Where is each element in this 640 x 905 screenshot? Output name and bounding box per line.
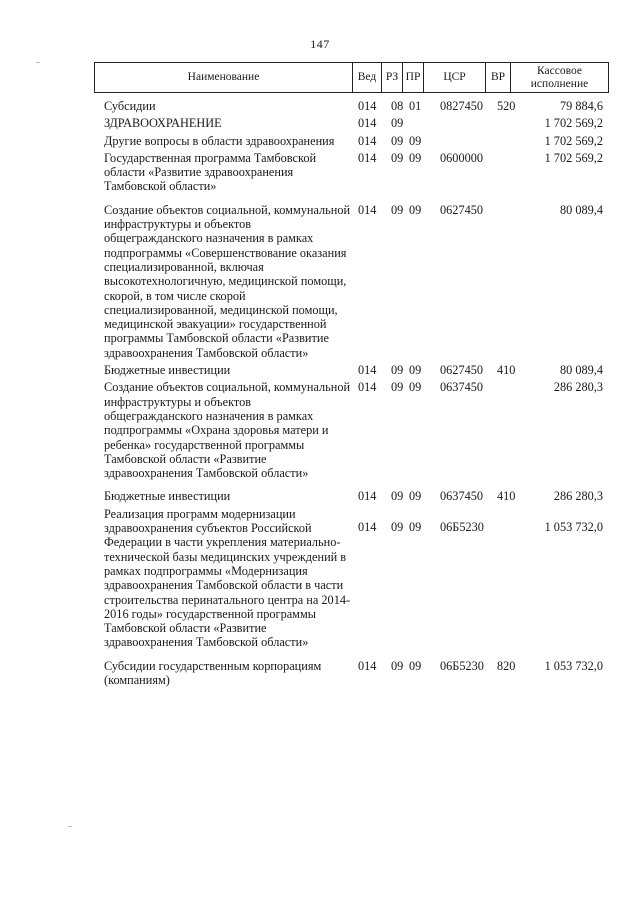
margin-mark [36, 62, 40, 63]
header-ved: Вед [352, 63, 381, 92]
table-row [0, 489, 640, 503]
row-ved: 014 [358, 658, 377, 673]
table-row [0, 116, 640, 130]
row-csr: 06Б5230 [440, 519, 484, 534]
row-rz: 09 [391, 202, 404, 217]
table-row [0, 659, 640, 688]
table-body [0, 99, 640, 687]
row-name: Бюджетные инвестиции [104, 489, 231, 504]
row-vr: 410 [497, 489, 516, 504]
row-rz: 09 [391, 658, 404, 673]
row-csr: 06Б5230 [440, 658, 484, 673]
table-row [0, 363, 640, 377]
row-ved: 014 [358, 202, 377, 217]
row-sum: 80 089,4 [559, 202, 603, 217]
table-row [0, 151, 640, 194]
row-pr: 09 [409, 363, 422, 378]
row-rz: 09 [391, 380, 404, 395]
row-pr: 09 [409, 150, 422, 165]
table-row [0, 380, 640, 480]
row-ved: 014 [358, 380, 377, 395]
table-row [0, 134, 640, 148]
row-pr: 09 [409, 202, 422, 217]
row-rz: 08 [391, 99, 404, 113]
row-csr: 0637450 [440, 489, 484, 504]
row-sum: 79 884,6 [559, 99, 603, 113]
row-ved: 014 [358, 489, 377, 504]
row-name: Создание объектов социальной, коммунальной инфраструктуры и объектов общегражданского назначения в рамках подпрограммы «Охрана здоровья матери и ребенка» государственной программы Тамбовской области «Развитие здравоохранения Тамбовской области» [104, 380, 351, 481]
row-vr: 410 [497, 363, 516, 378]
table-row [0, 507, 640, 650]
row-ved: 014 [358, 150, 377, 165]
row-sum: 80 089,4 [559, 363, 603, 378]
header-rz: РЗ [381, 63, 402, 92]
row-sum: 1 702 569,2 [544, 116, 603, 131]
row-sum: 1 053 732,0 [544, 519, 603, 534]
row-ved: 014 [358, 133, 377, 148]
row-name: Другие вопросы в области здравоохранения [104, 133, 335, 148]
row-pr: 09 [409, 658, 422, 673]
row-sum: 1 053 732,0 [544, 658, 603, 673]
row-rz: 09 [391, 519, 404, 534]
table-header [94, 62, 609, 93]
header-pr: ПР [402, 63, 423, 92]
header-sum: Кассовое исполнение [510, 63, 608, 92]
row-sum: 286 280,3 [553, 489, 603, 504]
row-rz: 09 [391, 363, 404, 378]
row-name: Государственная программа Тамбовской области «Развитие здравоохранения Тамбовской области» [104, 150, 317, 194]
row-rz: 09 [391, 489, 404, 504]
row-sum: 1 702 569,2 [544, 150, 603, 165]
header-csr: ЦСР [423, 63, 485, 92]
row-pr: 09 [409, 489, 422, 504]
row-sum: 286 280,3 [553, 380, 603, 395]
row-pr: 01 [409, 99, 422, 113]
row-csr: 0627450 [440, 363, 484, 378]
row-csr: 0627450 [440, 202, 484, 217]
header-vr: ВР [485, 63, 510, 92]
row-sum: 1 702 569,2 [544, 133, 603, 148]
row-name: Бюджетные инвестиции [104, 363, 231, 378]
row-csr: 0637450 [440, 380, 484, 395]
row-pr: 09 [409, 380, 422, 395]
row-vr: 820 [497, 658, 516, 673]
row-csr: 0600000 [440, 150, 484, 165]
row-name: Создание объектов социальной, коммунальной инфраструктуры и объектов общегражданского назначения в рамках подпрограммы «Совершенствование оказания специализированной, включая высокотехнологичную, медицинской помощи, скорой, в том числе скорой специализированной, медицинской помощи, медицинской эвакуации» государственной программы Тамбовской области «Развитие здравоохранения Тамбовской области» [104, 202, 351, 360]
header-name: Наименование [187, 71, 260, 83]
table-row [0, 99, 640, 113]
row-rz: 09 [391, 150, 404, 165]
row-pr: 09 [409, 519, 422, 534]
row-name: Субсидии [104, 99, 156, 113]
row-name: Реализация программ модернизации здравоохранения субъектов Российской Федерации в части укрепления материально-технической базы медицинских учреждений в рамках подпрограммы «Модернизация здравоохранения Тамбовской области в части строительства перинатального центра на 2014-2016 годы» государственной программы Тамбовской области «Развитие здравоохранения Тамбовской области» [104, 506, 351, 650]
row-name: ЗДРАВООХРАНЕНИЕ [104, 116, 222, 131]
row-pr: 09 [409, 133, 422, 148]
row-ved: 014 [358, 99, 377, 113]
table-row [0, 203, 640, 360]
row-rz: 09 [391, 133, 404, 148]
row-rz: 09 [391, 116, 404, 131]
page-number: 147 [310, 37, 330, 51]
margin-mark [68, 826, 72, 827]
row-ved: 014 [358, 116, 377, 131]
row-ved: 014 [358, 363, 377, 378]
row-vr: 520 [497, 99, 516, 113]
row-name: Субсидии государственным корпорациям (компаниям) [104, 658, 322, 687]
row-ved: 014 [358, 519, 377, 534]
row-csr: 0827450 [440, 99, 484, 113]
